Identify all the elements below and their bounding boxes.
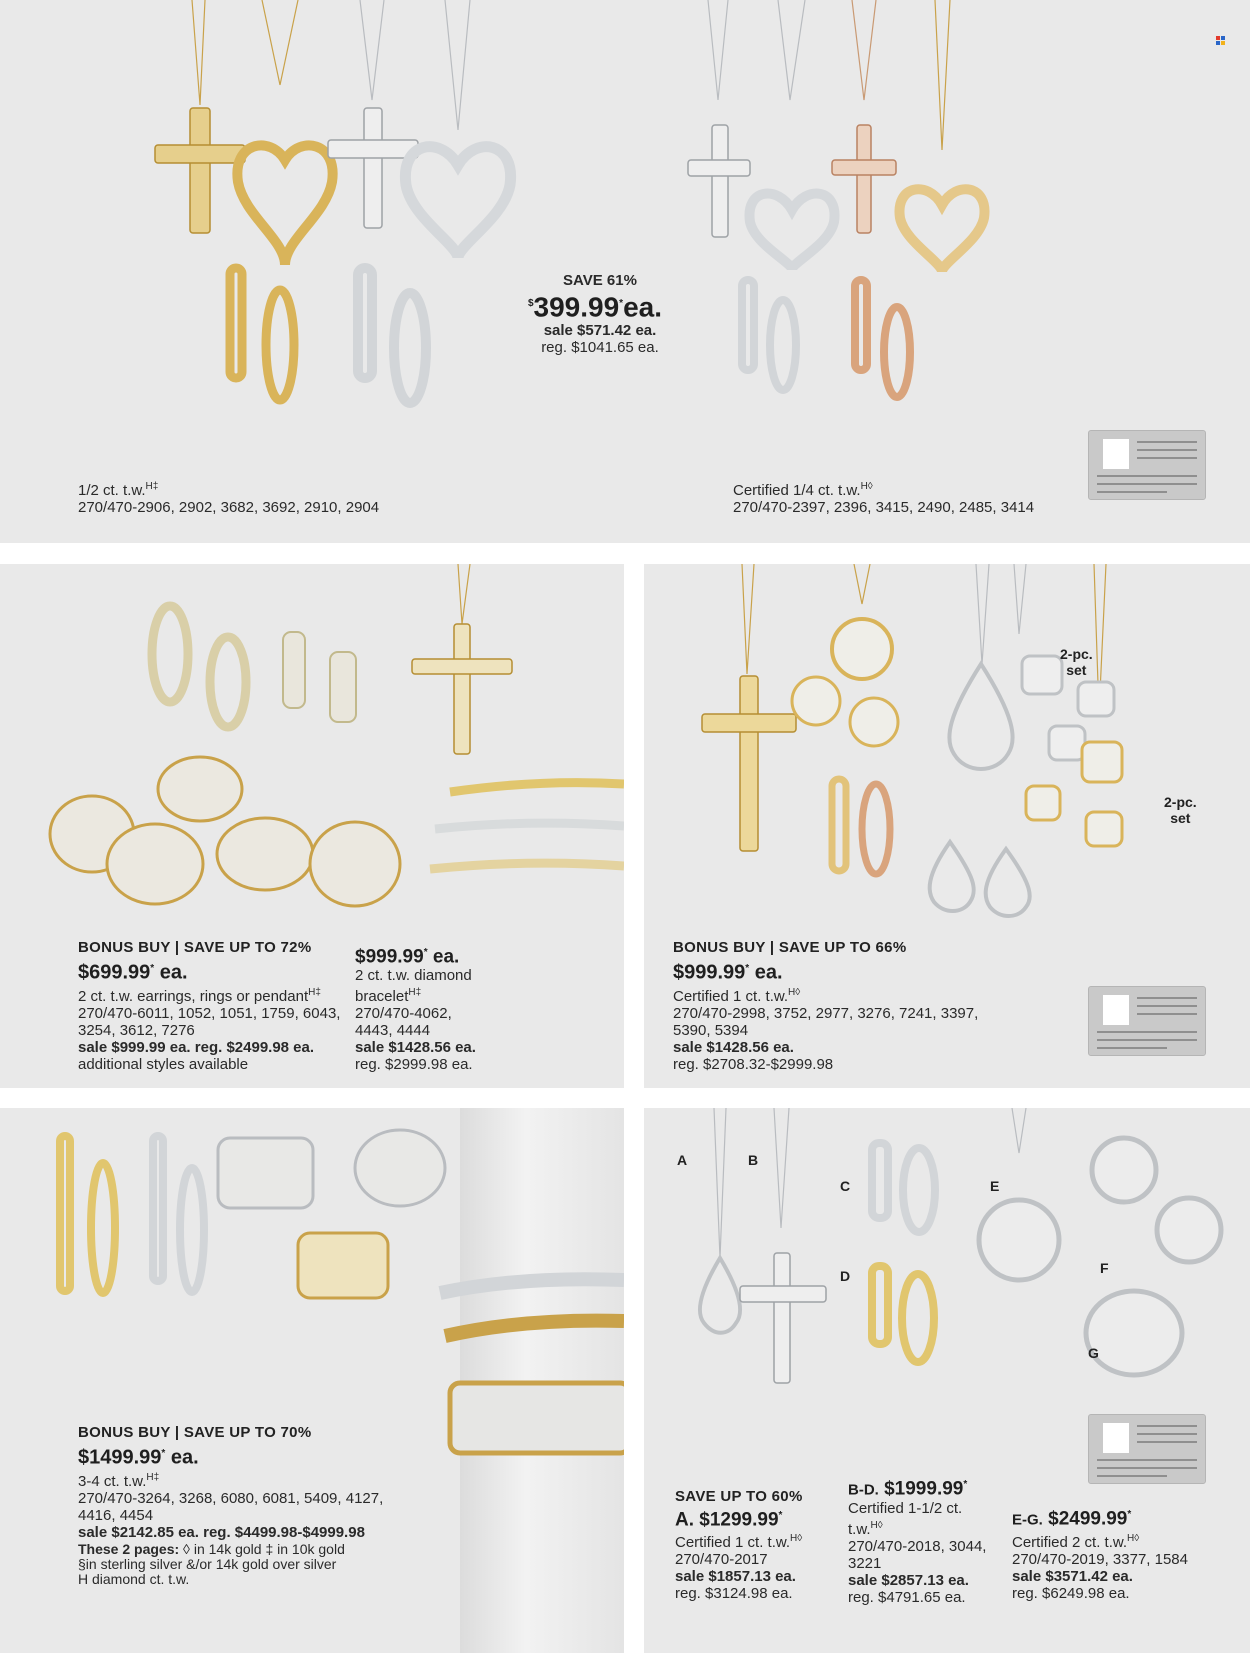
item-letter-f: F bbox=[1100, 1260, 1109, 1276]
bottom-left-price: $1499.99* ea. bbox=[78, 1446, 199, 1469]
item-letter-c: C bbox=[840, 1178, 851, 1194]
mid-left-panel bbox=[0, 564, 624, 1088]
cert-cross-photo bbox=[1103, 995, 1129, 1025]
mid-right-offer: BONUS BUY | SAVE UP TO 66% $999.99* ea. Certified 1 ct. t.w.$^{H◊}$ 270/470-2998, 3752, 2977, 3276, 7241, 3397, 5390, 5394 sale $1428.56 ea. reg. $2708.32-$2999.98 bbox=[673, 939, 979, 1073]
mid-right-price: $999.99* ea. bbox=[673, 961, 783, 984]
bracelet-price: $999.99* ea. bbox=[355, 946, 460, 968]
item-letter-e: E bbox=[990, 1178, 1000, 1194]
top-right-desc: Certified 1/4 ct. t.w.$^{H◊}$ 270/470-2397, 2396, 3415, 2490, 2485, 3414 bbox=[733, 481, 1035, 516]
item-letter-b: B bbox=[748, 1152, 759, 1168]
set-label-2: 2-pc. set bbox=[1164, 794, 1197, 826]
mid-left-offer: BONUS BUY | SAVE UP TO 72% $699.99* ea. 2 ct. t.w. earrings, rings or pendant$^{H\ddagger}$ 270/470-6011, 1052, 1051, 1759, 6043, 3254, 3612, 7276 sale $999.99 ea. reg. $2499.98 ea. additional styles available bbox=[78, 939, 341, 1073]
mid-right-panel bbox=[644, 564, 1250, 1088]
offer-e-g: E-G. $2499.99* Certified 2 ct. t.w.$^{H◊}$ 270/470-2019, 3377, 1584 sale $3571.42 ea. reg. $6249.98 ea. bbox=[1012, 1508, 1188, 1603]
item-letter-g: G bbox=[1088, 1345, 1099, 1361]
top-reg-price: reg. $1041.65 ea. bbox=[541, 339, 659, 357]
bottom-left-headline: BONUS BUY | SAVE UP TO 70% bbox=[78, 1424, 312, 1441]
bottom-left-offer: BONUS BUY | SAVE UP TO 70% $1499.99* ea. 3-4 ct. t.w.$^{H\ddagger}$ 270/470-3264, 3268, 6080, 6081, 5409, 4127, 4416, 4454 sale $2142.85 ea. reg. $4499.98-$4999.98 bbox=[78, 1424, 384, 1541]
item-letter-d: D bbox=[840, 1268, 851, 1284]
mid-right-headline: BONUS BUY | SAVE UP TO 66% bbox=[673, 939, 907, 956]
mid-left-bracelet-offer: $999.99* ea. 2 ct. t.w. diamond bracelet$^{H\ddagger}$ 270/470-4062, 4443, 4444 sale $1428.56 ea. reg. $2999.98 ea. bbox=[355, 942, 476, 1073]
offer-a: SAVE UP TO 60% A. $1299.99* Certified 1 ct. t.w.$^{H◊}$ 270/470-2017 sale $1857.13 ea. reg. $3124.98 ea. bbox=[675, 1488, 803, 1603]
item-letter-a: A bbox=[677, 1152, 688, 1168]
top-sale-price: sale $571.42 ea. bbox=[543, 322, 657, 340]
pages-legend: These 2 pages: ◊ in 14k gold ‡ in 10k gold §in sterling silver &/or 14k gold over silver H diamond ct. t.w. bbox=[78, 1541, 345, 1587]
top-panel bbox=[0, 0, 1250, 543]
set-label-1: 2-pc. set bbox=[1060, 646, 1093, 678]
cert-cross-photo bbox=[1103, 439, 1129, 469]
certificate-card bbox=[1088, 986, 1206, 1056]
top-price: $399.99*ea. bbox=[527, 291, 663, 323]
bottom-left-panel bbox=[0, 1108, 624, 1653]
top-save-label: SAVE 61% bbox=[563, 272, 637, 289]
gold-heart-pendant bbox=[237, 145, 332, 265]
top-price-block bbox=[520, 272, 680, 356]
offer-b-d: B-D. $1999.99* Certified 1-1/2 ct. t.w.$^{H◊}$ 270/470-2018, 3044, 3221 sale $2857.13 ea. reg. $4791.65 ea. bbox=[848, 1478, 987, 1607]
brand-logo-icon bbox=[1216, 32, 1225, 41]
certificate-card bbox=[1088, 430, 1206, 500]
mid-left-headline: BONUS BUY | SAVE UP TO 72% bbox=[78, 939, 312, 956]
certificate-card bbox=[1088, 1414, 1206, 1484]
cert-cross-photo bbox=[1103, 1423, 1129, 1453]
bottom-right-panel bbox=[644, 1108, 1250, 1653]
top-left-desc: 1/2 ct. t.w.$^{H\ddagger}$ 270/470-2906, 2902, 3682, 3692, 2910, 2904 bbox=[78, 481, 380, 516]
mid-left-price: $699.99* ea. bbox=[78, 961, 188, 984]
